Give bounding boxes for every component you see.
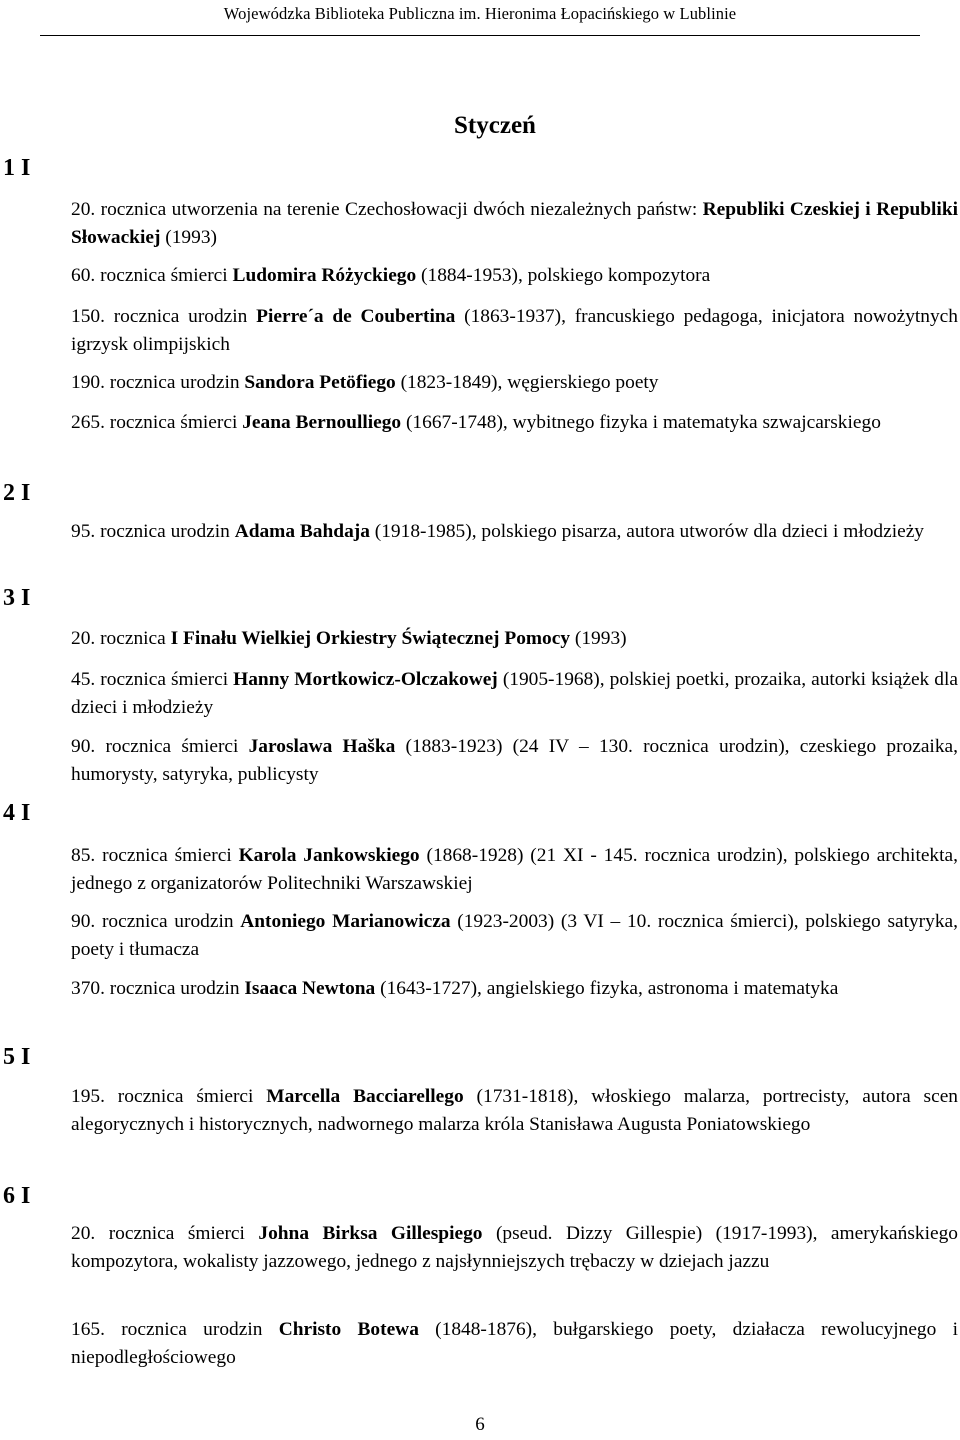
anniversary-entry: 90. rocznica śmierci Jaroslawa Haška (1883-1923) (24 IV – 130. rocznica urodzin), czeskiego prozaika, humorysty, satyryka, publicysty [71,736,958,785]
anniversary-entry: 45. rocznica śmierci Hanny Mortkowicz-Olczakowej (1905-1968), polskiej poetki, prozaika, autorki książek dla dzieci i młodzieży [71,669,958,718]
anniversary-entry: 90. rocznica urodzin Antoniego Marianowicza (1923-2003) (3 VI – 10. rocznica śmierci), polskiego satyryka, poety i tłumacza [71,911,958,960]
anniversary-entry: 165. rocznica urodzin Christo Botewa (1848-1876), bułgarskiego poety, działacza rewolucyjnego i niepodległościowego [71,1319,959,1368]
anniversary-entry: 20. rocznica utworzenia na terenie Czechosłowacji dwóch niezależnych państw: Republiki Czeskiej i Republiki Słowackiej (1993) [71,199,958,248]
day-label: 2 I [3,480,31,506]
anniversary-entry: 85. rocznica śmierci Karola Jankowskiego (1868-1928) (21 XI - 145. rocznica urodzin), polskiego architekta, jednego z organizatorów Politechniki Warszawskiej [71,845,958,894]
anniversary-entry: 265. rocznica śmierci Jeana Bernoulliego (1667-1748), wybitnego fizyka i matematyka szwajcarskiego [71,412,881,433]
day-label: 4 I [3,800,31,826]
month-title: Styczeń [454,112,536,139]
anniversary-entry: 60. rocznica śmierci Ludomira Różyckiego (1884-1953), polskiego kompozytora [71,265,711,286]
day-label: 3 I [3,585,31,611]
anniversary-entry: 95. rocznica urodzin Adama Bahdaja (1918-1985), polskiego pisarza, autora utworów dla dzieci i młodzieży [71,521,925,542]
page-number: 6 [475,1414,485,1435]
anniversary-entry: 195. rocznica śmierci Marcella Bacciarellego (1731-1818), włoskiego malarza, portrecisty, autora scen alegorycznych i historycznych, nadwornego malarza króla Stanisława Augusta Poniatowskiego [71,1086,959,1135]
anniversary-entry: 20. rocznica śmierci Johna Birksa Gillespiego (pseud. Dizzy Gillespie) (1917-1993), amerykańskiego kompozytora, wokalisty jazzowego, jednego z najsłynniejszych trębaczy w dziejach jazzu [71,1223,958,1272]
day-label: 5 I [3,1044,31,1070]
library-header: Wojewódzka Biblioteka Publiczna im. Hieronima Łopacińskiego w Lublinie [223,4,737,23]
day-label: 1 I [3,155,31,181]
anniversary-entry: 190. rocznica urodzin Sandora Petöfiego (1823-1849), węgierskiego poety [71,372,659,393]
header-divider [40,35,920,36]
anniversary-entry: 20. rocznica I Finału Wielkiej Orkiestry Świątecznej Pomocy (1993) [71,628,627,649]
anniversary-entry: 370. rocznica urodzin Isaaca Newtona (1643-1727), angielskiego fizyka, astronoma i matematyka [71,978,839,999]
day-label: 6 I [3,1183,31,1209]
anniversary-entry: 150. rocznica urodzin Pierre´a de Coubertina (1863-1937), francuskiego pedagoga, inicjatora nowożytnych igrzysk olimpijskich [71,306,958,355]
